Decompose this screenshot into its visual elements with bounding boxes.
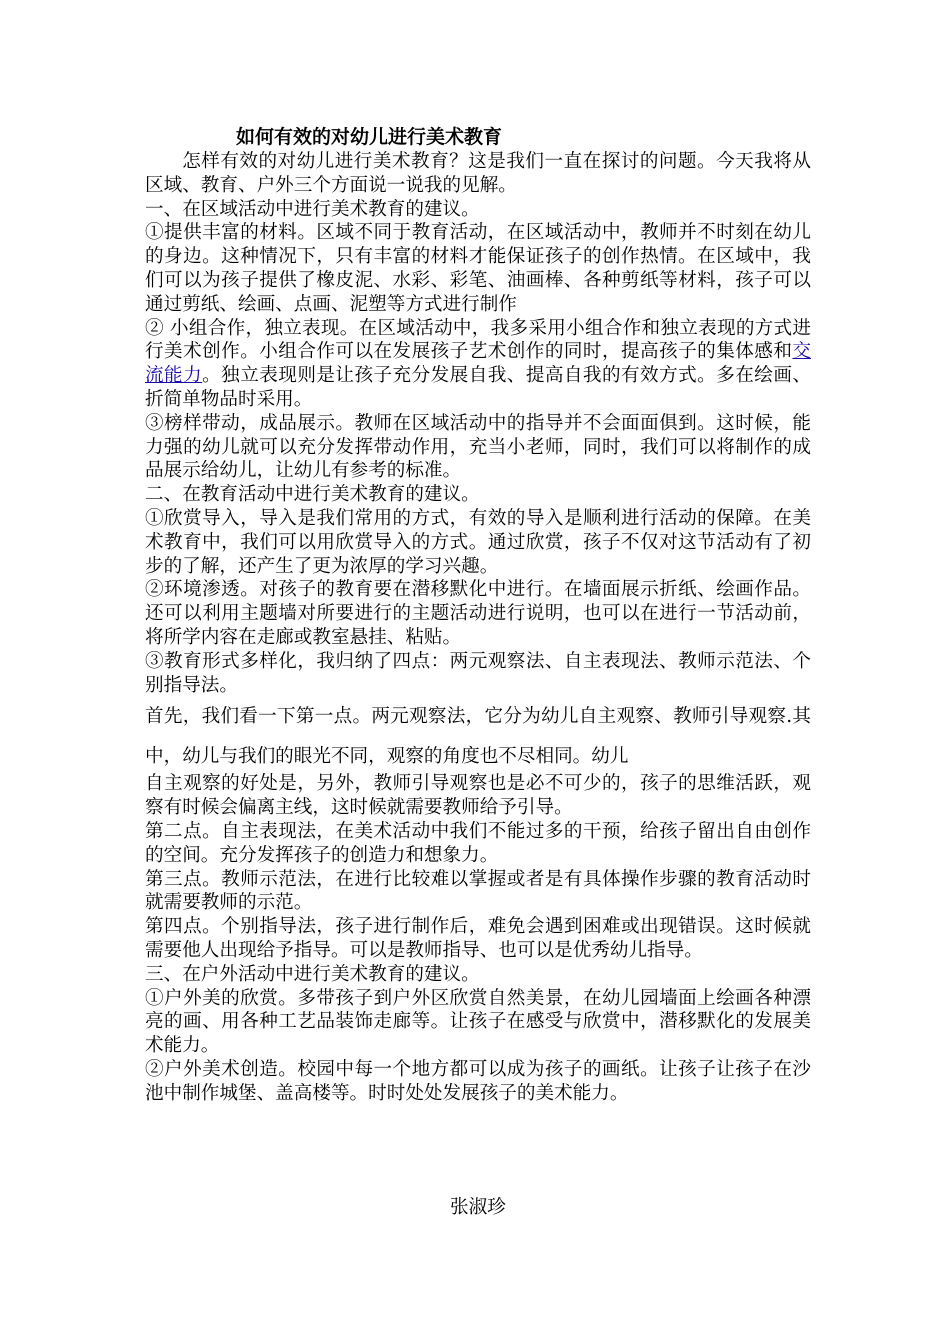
section-1-item-2-text-after: 。独立表现则是让孩子充分发展自我、提高自我的有效方式。多在绘画、折简单物品时采用。 [145,365,811,410]
section-1-item-2-text-before: ② 小组合作，独立表现。在区域活动中，我多采用小组合作和独立表现的方式进行美术创作。小组合作可以在发展孩子艺术创作的同时，提高孩子的集体感和 [145,317,811,363]
author-name: 张淑珍 [450,1197,506,1218]
section-1-item-1: ①提供丰富的材料。区域不同于教育活动，在区域活动中，教师并不时刻在幼儿的身边。这种情况下，只有丰富的材料才能保证孩子的创作热情。在区域中，我们可以为孩子提供了橡皮泥、水彩、彩笔、油画棒、各种剪纸等材料，孩子可以通过剪纸、绘画、点画、泥塑等方式进行制作 [145,222,811,315]
section-1-item-3: ③榜样带动，成品展示。教师在区域活动中的指导并不会面面俱到。这时候，能力强的幼儿就可以充分发挥带动作用，充当小老师，同时，我们可以将制作的成品展示给幼儿，让幼儿有参考的标准。 [145,412,811,482]
section-3-item-1: ①户外美的欣赏。多带孩子到户外区欣赏自然美景，在幼儿园墙面上绘画各种漂亮的画、用各种工艺品装饰走廊等。让孩子在感受与欣赏中，潜移默化的发展美术能力。 [145,987,811,1057]
section-1-item-2 [145,317,811,412]
section-3-heading: 三、在户外活动中进行美术教育的建议。 [145,963,480,985]
section-2-item-2: ②环境渗透。对孩子的教育要在潜移默化中进行。在墙面展示折纸、绘画作品。还可以利用主题墙对所要进行的主题活动进行说明，也可以在进行一节活动前，将所学内容在走廊或教室悬挂、粘贴。 [145,579,811,648]
section-1-heading: 一、在区域活动中进行美术教育的建议。 [145,198,480,220]
section-2-item-1: ①欣赏导入，导入是我们常用的方式，有效的导入是顺利进行活动的保障。在美术教育中，我们可以用欣赏导入的方式。通过欣赏，孩子不仅对这节活动有了初步的了解，还产生了更为浓厚的学习兴趣。 [145,507,811,577]
first-point-paragraph: 首先，我们看一下第一点。两元观察法，它分为幼儿自主观察、教师引导观察.其中，幼儿与我们的眼光不同，观察的角度也不尽相同。幼儿 [145,706,811,768]
second-point-paragraph: 第二点。自主表现法，在美术活动中我们不能过多的干预，给孩子留出自由创作的空间。充分发挥孩子的创造力和想象力。 [145,820,811,866]
section-2-heading: 二、在教育活动中进行美术教育的建议。 [145,484,480,506]
section-3-item-2: ②户外美术创造。校园中每一个地方都可以成为孩子的画纸。让孩子让孩子在沙池中制作城堡、盖高楼等。时时处处发展孩子的美术能力。 [145,1058,811,1104]
document-body [145,150,811,1105]
document-title: 如何有效的对幼儿进行美术教育 [236,126,503,148]
intro-paragraph: 怎样有效的对幼儿进行美术教育？这是我们一直在探讨的问题。今天我将从区域、教育、户外三个方面说一说我的见解。 [145,151,811,196]
section-2-item-3: ③教育形式多样化，我归纳了四点：两元观察法、自主表现法、教师示范法、个别指导法。 [145,650,811,696]
fourth-point-paragraph: 第四点。个别指导法，孩子进行制作后，难免会遇到困难或出现错误。这时候就需要他人出现给予指导。可以是教师指导、也可以是优秀幼儿指导。 [145,916,811,961]
communication-ability-link[interactable]: 交流能力 [145,341,811,387]
third-point-paragraph: 第三点。教师示范法，在进行比较难以掌握或者是有具体操作步骤的教育活动时就需要教师的示范。 [145,868,811,914]
first-point-continuation: 自主观察的好处是，另外，教师引导观察也是必不可少的，孩子的思维活跃，观察有时候会偏离主线，这时候就需要教师给予引导。 [145,773,811,819]
